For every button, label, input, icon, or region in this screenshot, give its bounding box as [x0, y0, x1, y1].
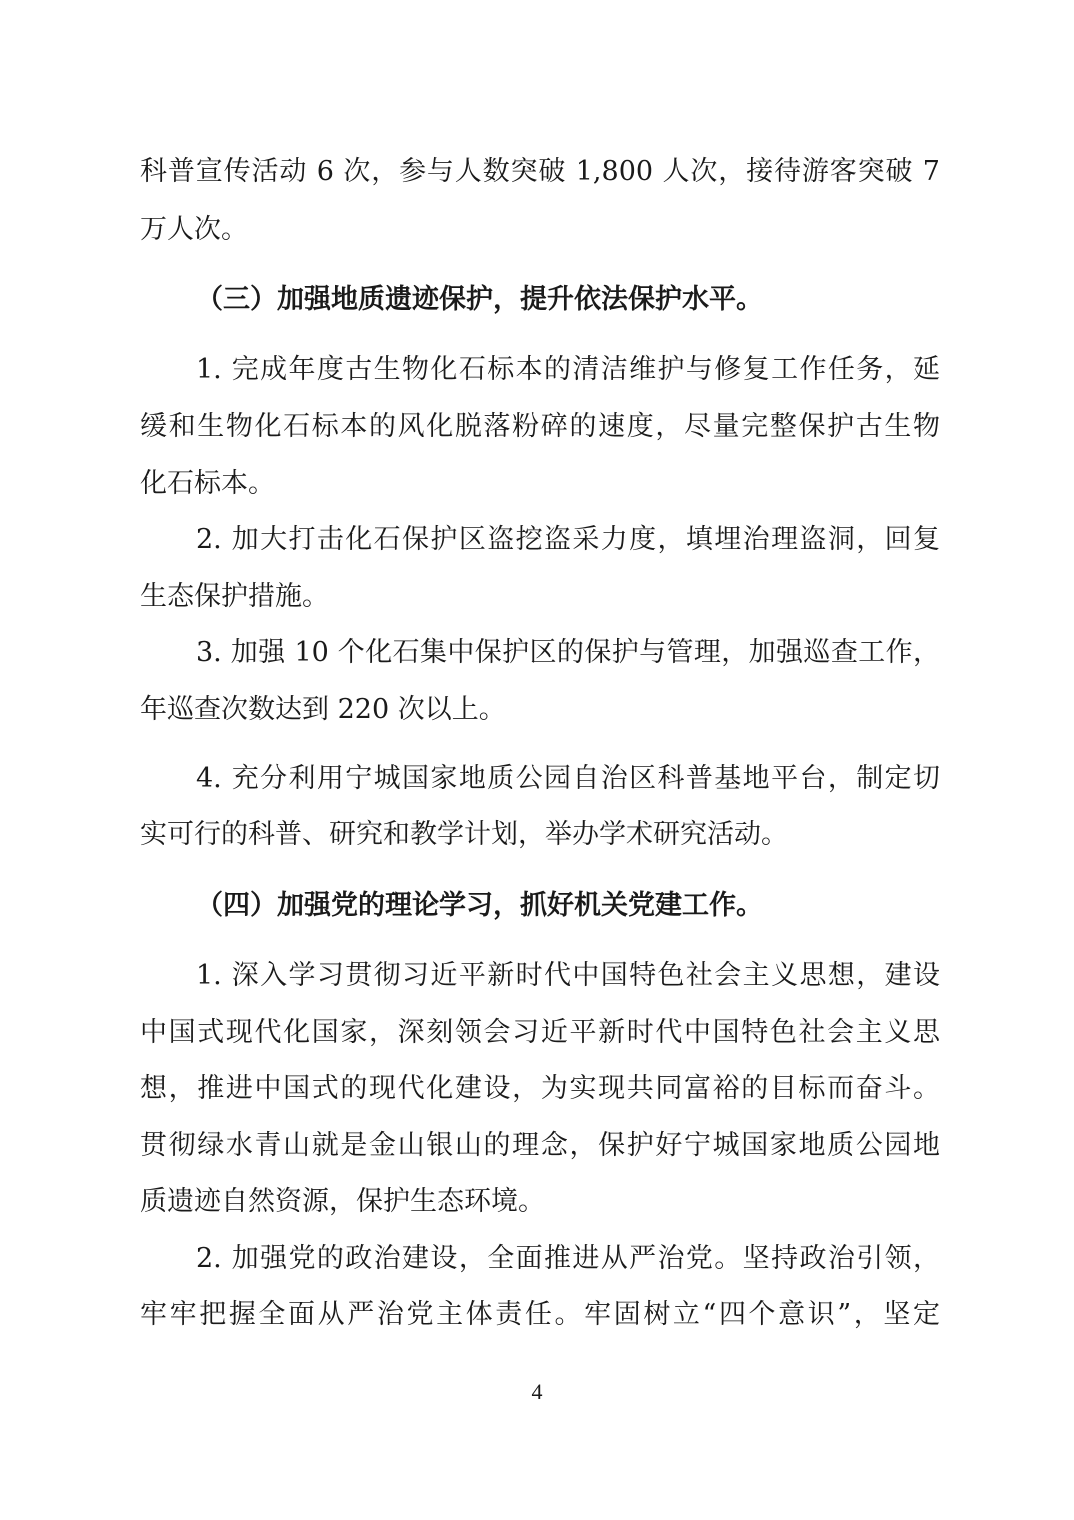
paragraph-line: 4. 充分利用宁城国家地质公园自治区科普基地平台，制定切 [196, 763, 940, 794]
section-heading: （四）加强党的理论学习，抓好机关党建工作。 [196, 890, 763, 921]
paragraph-line: 牢牢把握全面从严治党主体责任。牢固树立“四个意识”，坚定 [140, 1299, 940, 1330]
paragraph-line: 科普宣传活动 6 次，参与人数突破 1,800 人次，接待游客突破 7 [140, 156, 940, 187]
paragraph-line: 生态保护措施。 [140, 581, 329, 612]
paragraph-line: 3. 加强 10 个化石集中保护区的保护与管理，加强巡查工作， [196, 637, 940, 668]
paragraph-line: 1. 完成年度古生物化石标本的清洁维护与修复工作任务，延 [196, 354, 940, 385]
page-number: 4 [531, 1379, 543, 1404]
paragraph-line: 2. 加强党的政治建设，全面推进从严治党。坚持政治引领， [196, 1243, 940, 1274]
paragraph-line: 缓和生物化石标本的风化脱落粉碎的速度，尽量完整保护古生物 [140, 411, 940, 442]
paragraph-line: 质遗迹自然资源，保护生态环境。 [140, 1186, 545, 1217]
paragraph-line: 中国式现代化国家，深刻领会习近平新时代中国特色社会主义思 [140, 1017, 940, 1048]
section-heading: （三）加强地质遗迹保护，提升依法保护水平。 [196, 284, 763, 315]
paragraph-line: 2. 加大打击化石保护区盗挖盗采力度，填埋治理盗洞，回复 [196, 524, 940, 555]
paragraph-line: 1. 深入学习贯彻习近平新时代中国特色社会主义思想，建设 [196, 960, 940, 991]
paragraph-line: 年巡查次数达到 220 次以上。 [140, 694, 506, 725]
paragraph-line: 贯彻绿水青山就是金山银山的理念，保护好宁城国家地质公园地 [140, 1130, 940, 1161]
paragraph-line: 化石标本。 [140, 468, 275, 499]
paragraph-line: 万人次。 [140, 214, 248, 245]
paragraph-line: 想，推进中国式的现代化建设，为实现共同富裕的目标而奋斗。 [140, 1073, 940, 1104]
paragraph-line: 实可行的科普、研究和教学计划，举办学术研究活动。 [140, 819, 788, 850]
